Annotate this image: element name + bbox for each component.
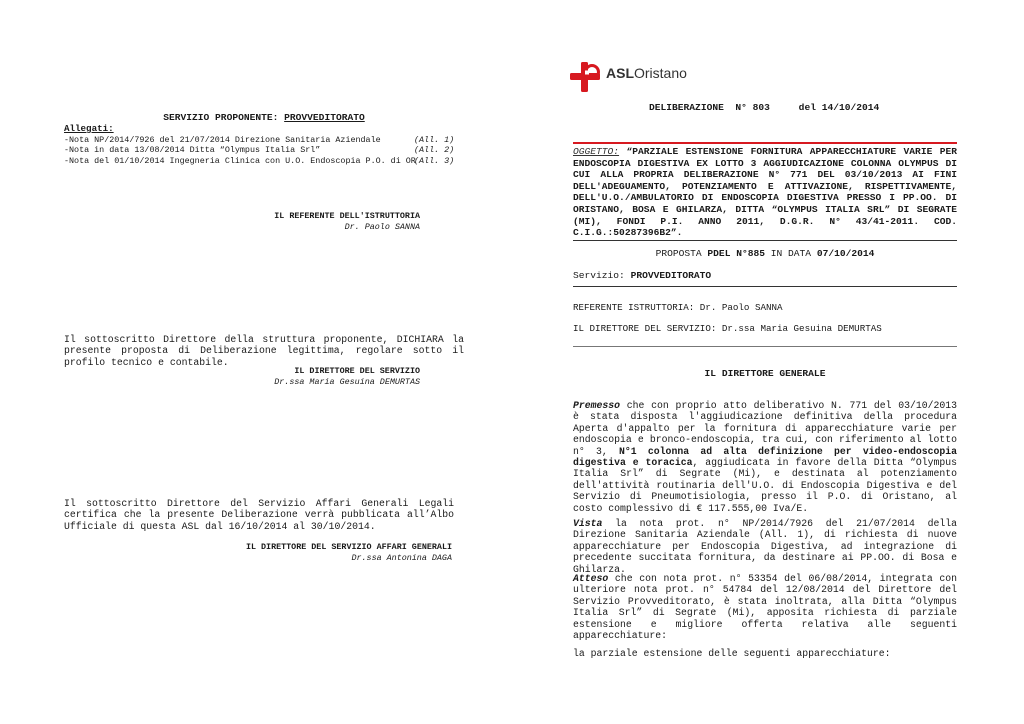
proposing-service-label: SERVIZIO PROPONENTE: [163, 112, 285, 123]
service-value: PROVVEDITORATO [630, 270, 712, 281]
service-director-title: IL DIRETTORE DEL SERVIZIO [294, 366, 420, 376]
attachment-item [64, 135, 464, 146]
general-affairs-director-signature [64, 542, 452, 563]
paragraph-lead: Vista [573, 518, 603, 529]
proposal-date: 07/10/2014 [816, 248, 875, 259]
attachments-block [64, 124, 464, 166]
asl-logo-mark-icon [570, 62, 604, 92]
red-divider [573, 142, 957, 144]
attachments-label: Allegati: [64, 123, 114, 134]
asl-logo-wordmark [606, 65, 687, 81]
referente-line: REFERENTE ISTRUTTORIA: Dr. Paolo SANNA [573, 302, 783, 313]
proposal-label: PROPOSTA [655, 248, 708, 259]
deliberation-number: DELIBERAZIONE N° 803 del 14/10/2014 [649, 102, 880, 113]
divider [573, 346, 957, 347]
logo-text-rest: Oristano [634, 65, 687, 81]
general-affairs-director-name: Dr.ssa Antonina DAGA [351, 552, 452, 563]
paragraph-text: che con proprio atto deliberativo N. 771 del 03/10/2013 è stata disposta l'aggiudicazione definitiva della procedura Aperta d'appalto per la fornitura di apparecchiature varie per endoscopia e bronco-endoscopia, tra cui, con riferimento al lotto n° 3, [573, 400, 957, 457]
attachment-item [64, 156, 464, 167]
paragraph-text: la nota prot. n° NP/2014/7926 del 21/07/2014 della Direzione Sanitaria Aziendale (All. 1), di richiesta di nuove apparecchiature per Endoscopia Digestiva, ad integrazione di precedente succitata fornitura, da destinare ai PP.OO. di Bosa e Ghilarza. [573, 518, 957, 575]
premesso-paragraph [573, 400, 957, 514]
asl-logo [570, 62, 690, 92]
paragraph-lead: Atteso [573, 573, 609, 584]
paragraph-text: , aggiudicata in favore della Ditta “Olympus Italia Srl” di Segrate (Mi), e destinata al potenziamento dell'attività routinaria dell'U.O. di Endoscopia Digestiva e del Servizio di Pneumotisiologia, presso il P.O. di Oristano, al costo complessivo di € 117.555,00 Iva/E. [573, 457, 957, 514]
service-label: Servizio: [573, 270, 631, 281]
proposing-service-value: PROVVEDITORATO [284, 112, 365, 123]
divider [573, 286, 957, 287]
service-director-line: IL DIRETTORE DEL SERVIZIO: Dr.ssa Maria Gesuina DEMURTAS [573, 323, 882, 334]
atteso-paragraph [573, 573, 957, 641]
extension-paragraph: la parziale estensione delle seguenti apparecchiature: [573, 648, 891, 659]
general-director-title: IL DIRETTORE GENERALE [704, 368, 826, 379]
referente-signature [64, 211, 420, 232]
proposal-number: PDEL N°885 [707, 248, 765, 259]
paragraph-text: che con nota prot. n° 53354 del 06/08/2014, integrata con ulteriore nota prot. n° 54784 del 12/08/2014 del Direttore del Servizio Provveditorato, è stata inoltrata, alla Ditta “Olympus Italia Srl” di Segrate (Mi), apposita richiesta di parziale estensione e migliore offerta relativa alle seguenti apparecchiature: [573, 573, 957, 642]
paragraph-lead: Premesso [573, 400, 621, 411]
subject-text: “PARZIALE ESTENSIONE FORNITURA APPARECCHIATURE VARIE PER ENDOSCOPIA DIGESTIVA EX LOTTO 3 AGGIUDICAZIONE COLONNA OLYMPUS DI CUI ALLA PROPRIA DELIBERAZIONE N° 771 DEL 03/10/2013 AI FINI DELL'ADEGUAMENTO, POTENZIAMENTO E ATTIVAZIONE, RISPETTIVAMENTE, DELL'U.O./AMBULATORIO DI ENDOSCOPIA DIGESTIVA PRESSO I PP.OO. DI ORISTANO, BOSA E GHILARZA, DITTA “OLYMPUS ITALIA SRL” DI SEGRATE (MI), FONDI P.I. ANNO 2011, D.G.R. N° 43/41-2011. COD. C.I.G.:50287396B2”. [573, 146, 957, 239]
service-director-signature [64, 366, 420, 387]
subject-label: OGGETTO: [573, 146, 620, 157]
referente-name: Dr. Paolo SANNA [344, 221, 420, 232]
paragraph-bold-text: N°1 colonna ad alta definizione per video-endoscopia digestiva e toracica [573, 445, 957, 469]
subject-block [573, 146, 957, 239]
general-affairs-director-title: IL DIRETTORE DEL SERVIZIO AFFARI GENERALI [245, 542, 452, 552]
divider [573, 240, 957, 241]
logo-text-bold: ASL [606, 65, 634, 81]
attachment-text: -Nota in data 13/08/2014 Ditta “Olympus Italia Srl” [64, 145, 321, 155]
proposal-line [573, 248, 957, 260]
proposal-date-label: IN DATA [765, 248, 817, 259]
declaration-paragraph: Il sottoscritto Direttore della struttura proponente, DICHIARA la presente proposta di Deliberazione legittima, regolare sotto il profilo tecnico e contabile. [64, 334, 464, 368]
vista-paragraph [573, 518, 957, 575]
service-director-name: Dr.ssa Maria Gesuina DEMURTAS [274, 376, 420, 387]
attachment-ref: (All. 3) [414, 155, 455, 166]
certification-paragraph: Il sottoscritto Direttore del Servizio Affari Generali Legali certifica che la presente Deliberazione verrà pubblicata all’Albo Ufficiale di questa ASL dal 16/10/2014 al 30/10/2014. [64, 498, 454, 532]
attachment-text: -Nota NP/2014/7926 del 21/07/2014 Direzione Sanitaria Aziendale [64, 134, 381, 145]
attachment-ref: (All. 1) [414, 134, 455, 145]
referente-title: IL REFERENTE DELL'ISTRUTTORIA [274, 211, 420, 221]
attachment-text: -Nota del 01/10/2014 Ingegneria Clinica con U.O. Endoscopia P.O. di OR [64, 155, 416, 166]
attachment-item [64, 145, 464, 156]
service-line [573, 270, 957, 282]
attachment-ref: (All. 2) [414, 145, 455, 155]
proposing-service-heading [64, 112, 464, 124]
